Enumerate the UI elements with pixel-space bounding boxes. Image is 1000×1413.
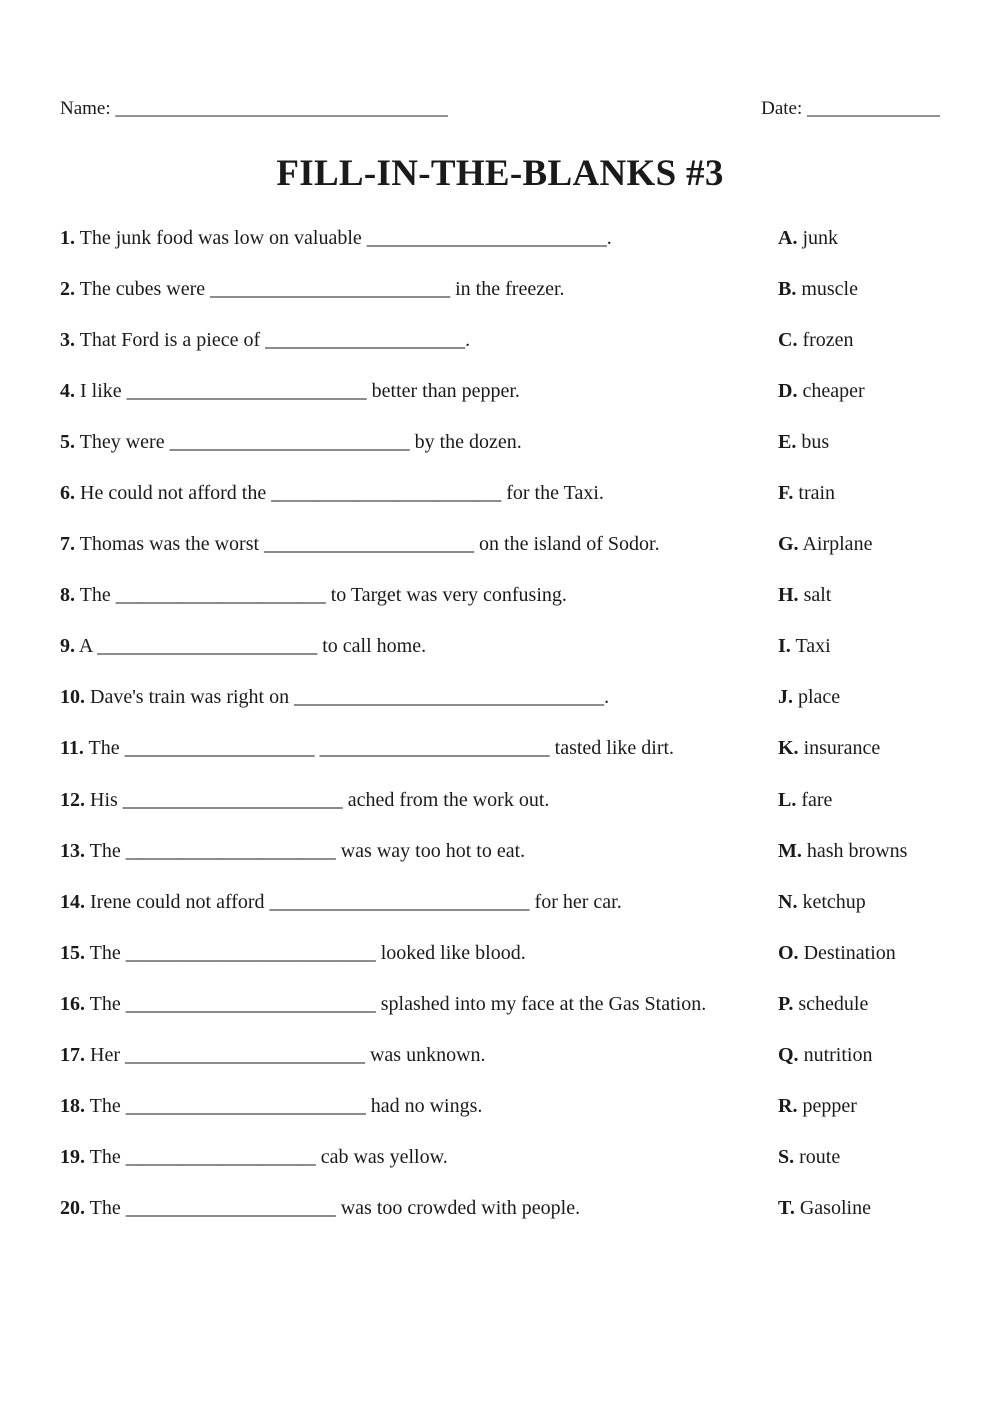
answer-letter: K. xyxy=(778,737,799,760)
answer-word: Gasoline xyxy=(799,1196,871,1219)
question-item xyxy=(60,1093,765,1144)
date-field[interactable] xyxy=(761,98,940,120)
question-item xyxy=(60,633,765,684)
answer-letter: P. xyxy=(778,992,794,1015)
question-text: The ________________________ had no wings. xyxy=(89,1094,483,1117)
answer-word: fare xyxy=(801,788,833,811)
answer-letter: B. xyxy=(778,278,797,301)
word-bank-item xyxy=(778,787,978,838)
question-item xyxy=(60,582,765,633)
word-bank-item xyxy=(778,327,978,378)
question-text: The _________________________ looked like blood. xyxy=(89,941,526,964)
answer-word: train xyxy=(798,482,836,505)
question-text: Her ________________________ was unknown. xyxy=(90,1043,486,1066)
word-bank xyxy=(778,225,978,1246)
answer-letter: L. xyxy=(778,788,797,811)
answer-letter: A. xyxy=(778,227,798,249)
question-item xyxy=(60,531,765,582)
question-number: 4. xyxy=(60,380,75,403)
answer-letter: J. xyxy=(778,686,793,709)
question-item xyxy=(60,735,765,786)
question-item xyxy=(60,276,765,327)
question-number: 9. xyxy=(60,635,75,658)
worksheet-header xyxy=(60,98,940,122)
answer-word: salt xyxy=(803,584,832,607)
question-number: 10. xyxy=(60,686,85,709)
answer-letter: F. xyxy=(778,482,794,505)
word-bank-item xyxy=(778,940,978,991)
answer-letter: T. xyxy=(778,1196,795,1219)
answer-word: place xyxy=(798,686,841,709)
answer-word: hash browns xyxy=(806,839,908,862)
word-bank-item xyxy=(778,735,978,786)
question-text: The cubes were ________________________ in the freezer. xyxy=(79,278,565,301)
question-item xyxy=(60,378,765,429)
question-item xyxy=(60,327,765,378)
word-bank-item xyxy=(778,1195,978,1246)
answer-word: ketchup xyxy=(802,890,866,913)
word-bank-item xyxy=(778,838,978,889)
question-number: 8. xyxy=(60,584,75,607)
answer-letter: D. xyxy=(778,380,798,403)
answer-letter: R. xyxy=(778,1094,798,1117)
answer-word: muscle xyxy=(801,278,858,301)
answer-letter: N. xyxy=(778,890,798,913)
answer-letter: O. xyxy=(778,941,799,964)
answer-word: bus xyxy=(801,431,830,454)
question-item xyxy=(60,225,765,276)
word-bank-item xyxy=(778,1093,978,1144)
question-text: The _____________________ to Target was very confusing. xyxy=(79,584,567,607)
question-number: 18. xyxy=(60,1094,85,1117)
question-number: 15. xyxy=(60,941,85,964)
word-bank-item xyxy=(778,480,978,531)
date-label: Date: xyxy=(761,98,803,119)
question-text: The _____________________ was way too hot to eat. xyxy=(89,839,526,862)
question-number: 2. xyxy=(60,278,75,301)
question-item xyxy=(60,1195,765,1246)
question-item xyxy=(60,1042,765,1093)
question-text: They were ________________________ by the dozen. xyxy=(79,431,522,454)
word-bank-item xyxy=(778,889,978,940)
date-blank[interactable]: ______________ xyxy=(807,98,940,119)
word-bank-item xyxy=(778,378,978,429)
question-number: 19. xyxy=(60,1145,85,1168)
question-number: 17. xyxy=(60,1043,85,1066)
question-item xyxy=(60,429,765,480)
question-text: The _____________________ was too crowded with people. xyxy=(89,1196,581,1219)
answer-word: junk xyxy=(802,227,839,249)
word-bank-item xyxy=(778,1144,978,1195)
question-text: His ______________________ ached from the work out. xyxy=(90,788,550,811)
question-text: Thomas was the worst _____________________ on the island of Sodor. xyxy=(79,533,660,556)
question-number: 7. xyxy=(60,533,75,556)
question-number: 5. xyxy=(60,431,75,454)
page-title: FILL-IN-THE-BLANKS #3 xyxy=(276,153,724,194)
answer-word: Taxi xyxy=(795,635,831,658)
question-item xyxy=(60,940,765,991)
answer-word: route xyxy=(799,1145,841,1168)
question-text: A ______________________ to call home. xyxy=(78,635,427,658)
question-text: I like ________________________ better than pepper. xyxy=(80,380,520,403)
question-text: Irene could not afford __________________________ for her car. xyxy=(90,890,622,913)
word-bank-item xyxy=(778,225,978,276)
question-number: 16. xyxy=(60,992,85,1015)
word-bank-item xyxy=(778,991,978,1042)
word-bank-item xyxy=(778,1042,978,1093)
question-item xyxy=(60,838,765,889)
word-bank-item xyxy=(778,582,978,633)
question-number: 11. xyxy=(60,737,84,760)
answer-letter: M. xyxy=(778,839,802,862)
question-item xyxy=(60,787,765,838)
answer-letter: C. xyxy=(778,329,798,352)
answer-word: cheaper xyxy=(802,380,865,403)
question-text: He could not afford the _______________________ for the Taxi. xyxy=(80,482,604,505)
answer-word: Airplane xyxy=(802,533,873,556)
question-item xyxy=(60,684,765,735)
answer-letter: E. xyxy=(778,431,797,454)
question-text: The junk food was low on valuable ________________________. xyxy=(79,227,612,249)
answer-word: Destination xyxy=(803,941,896,964)
name-label: Name: xyxy=(60,98,111,119)
word-bank-item xyxy=(778,276,978,327)
answer-word: nutrition xyxy=(803,1043,873,1066)
question-text: That Ford is a piece of ____________________. xyxy=(79,329,471,352)
answer-letter: S. xyxy=(778,1145,795,1168)
question-text: Dave's train was right on _______________________________. xyxy=(90,686,610,709)
name-blank[interactable]: ___________________________________ xyxy=(115,98,448,119)
question-text: The ___________________ cab was yellow. xyxy=(89,1145,448,1168)
answer-word: schedule xyxy=(798,992,869,1015)
answer-word: insurance xyxy=(803,737,881,760)
answer-word: pepper xyxy=(802,1094,857,1117)
answer-letter: G. xyxy=(778,533,799,556)
word-bank-item xyxy=(778,531,978,582)
question-number: 1. xyxy=(60,227,75,249)
word-bank-item xyxy=(778,429,978,480)
answer-letter: Q. xyxy=(778,1043,799,1066)
question-item xyxy=(60,480,765,531)
question-list xyxy=(60,225,765,1246)
answer-letter: I. xyxy=(778,635,791,658)
question-item xyxy=(60,1144,765,1195)
question-number: 20. xyxy=(60,1196,85,1219)
answer-letter: H. xyxy=(778,584,799,607)
word-bank-item xyxy=(778,633,978,684)
answer-word: frozen xyxy=(802,329,854,352)
question-text: The ___________________ _______________________ tasted like dirt. xyxy=(88,737,675,760)
question-item xyxy=(60,991,765,1042)
question-text: The _________________________ splashed into my face at the Gas Station. xyxy=(89,992,707,1015)
question-item xyxy=(60,889,765,940)
question-number: 6. xyxy=(60,482,75,505)
question-number: 13. xyxy=(60,839,85,862)
question-number: 3. xyxy=(60,329,75,352)
question-number: 12. xyxy=(60,788,85,811)
word-bank-item xyxy=(778,684,978,735)
question-number: 14. xyxy=(60,890,85,913)
name-field[interactable] xyxy=(60,98,448,120)
